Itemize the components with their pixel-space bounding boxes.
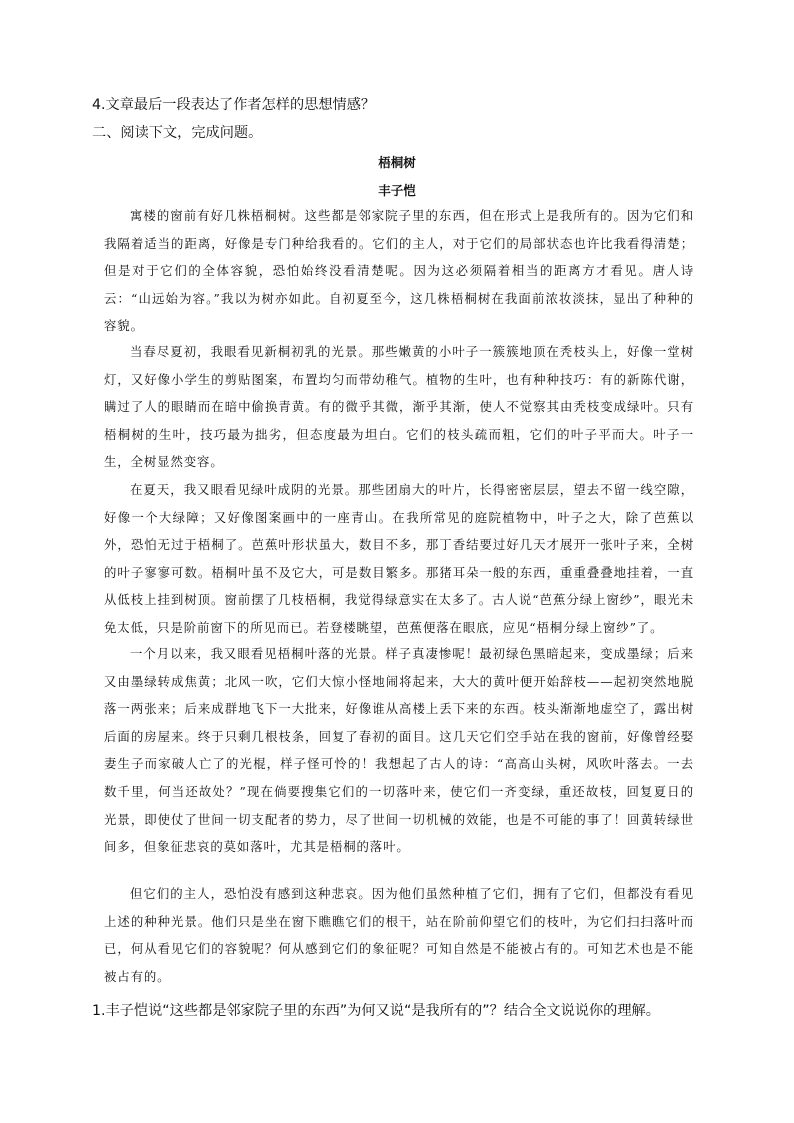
question-4: 4.文章最后一段表达了作者怎样的思想情感？ xyxy=(92,97,376,113)
question-1: 1.丰子恺说“这些都是邻家院子里的东西”为何又说“是我所有的”？结合全文说说你的理解。 xyxy=(92,1003,660,1019)
article-author: 丰子恺 xyxy=(378,183,416,198)
article-paragraph-1: 寓楼的窗前有好几株梧桐树。这些都是邻家院子里的东西，但在形式上是我所有的。因为它们和我隔着适当的距离，好像是专门种给我看的。它们的主人，对于它们的局部状态也许比我看得清楚；但是对于它们的全体容貌，恐怕始终没看清楚呢。因为这必须隔着相当的距离方才看见。唐人诗云：“山远始为容。”我以为树亦如此。自初夏至今，这几株梧桐树在我面前浓妆淡抹，显出了种种的容貌。 xyxy=(104,208,694,334)
article-title: 梧桐树 xyxy=(378,155,416,170)
article-paragraph-3: 在夏天，我又眼看见绿叶成阴的光景。那些团扇大的叶片，长得密密层层，望去不留一线空隙，好像一个大绿障；又好像图案画中的一座青山。在我所常见的庭院植物中，叶子之大，除了芭蕉以外，恐怕无过于梧桐了。芭蕉叶形状虽大，数目不多，那丁香结要过好几天才展开一张叶子来，全树的叶子寥寥可数。梧桐叶虽不及它大，可是数目繁多。那猪耳朵一般的东西，重重叠叠地挂着，一直从低枝上挂到树顶。窗前摆了几枝梧桐，我觉得绿意实在太多了。古人说“芭蕉分绿上窗纱”，眼光未免太低，只是阶前窗下的所见而已。若登楼眺望，芭蕉便落在眼底，应见“梧桐分绿上窗纱”了。 xyxy=(104,482,694,635)
article-paragraph-4: 一个月以来，我又眼看见梧桐叶落的光景。样子真凄惨呢！最初绿色黑暗起来，变成墨绿；后来又由墨绿转成焦黄；北风一吹，它们大惊小怪地闹将起来，大大的黄叶便开始辞枝——起初突然地脱落一两张来；后来成群地飞下一大批来，好像谁从高楼上丢下来的东西。枝头渐渐地虚空了，露出树后面的房屋来。终于只剩几根枝条，回复了春初的面目。这几天它们空手站在我的窗前，好像曾经娶妻生子而家破人亡了的光棍，样子怪可怜的！我想起了古人的诗：“高高山头树，风吹叶落去。一去数千里，何当还故处？”现在倘要搜集它们的一切落叶来，使它们一齐变绿，重还故枝，回复夏日的光景，即使仗了世间一切支配者的势力，尽了世间一切机械的效能，也是不可能的事了！回黄转绿世间多，但象征悲哀的莫如落叶，尤其是梧桐的落叶。 xyxy=(104,646,694,855)
article-paragraph-2: 当春尽夏初，我眼看见新桐初乳的光景。那些嫩黄的小叶子一簇簇地顶在秃枝头上，好像一堂树灯，又好像小学生的剪贴图案，布置均匀而带幼稚气。植物的生叶，也有种种技巧：有的新陈代谢，瞒过了人的眼睛而在暗中偷换青黄。有的微乎其微，渐乎其渐，使人不觉察其由秃枝变成绿叶。只有梧桐树的生叶，技巧最为拙劣，但态度最为坦白。它们的枝头疏而粗，它们的叶子平而大。叶子一生，全树显然变容。 xyxy=(104,344,694,470)
article-paragraph-5: 但它们的主人，恐怕没有感到这种悲哀。因为他们虽然种植了它们，拥有了它们，但都没有看见上述的种种光景。他们只是坐在窗下瞧瞧它们的根干，站在阶前仰望它们的枝叶，为它们扫扫落叶而已，何从看见它们的容貌呢？何从感到它们的象征呢？可知自然是不能被占有的。可知艺术也是不能被占有的。 xyxy=(104,886,694,984)
section-heading: 二、阅读下文，完成问题。 xyxy=(92,125,263,141)
